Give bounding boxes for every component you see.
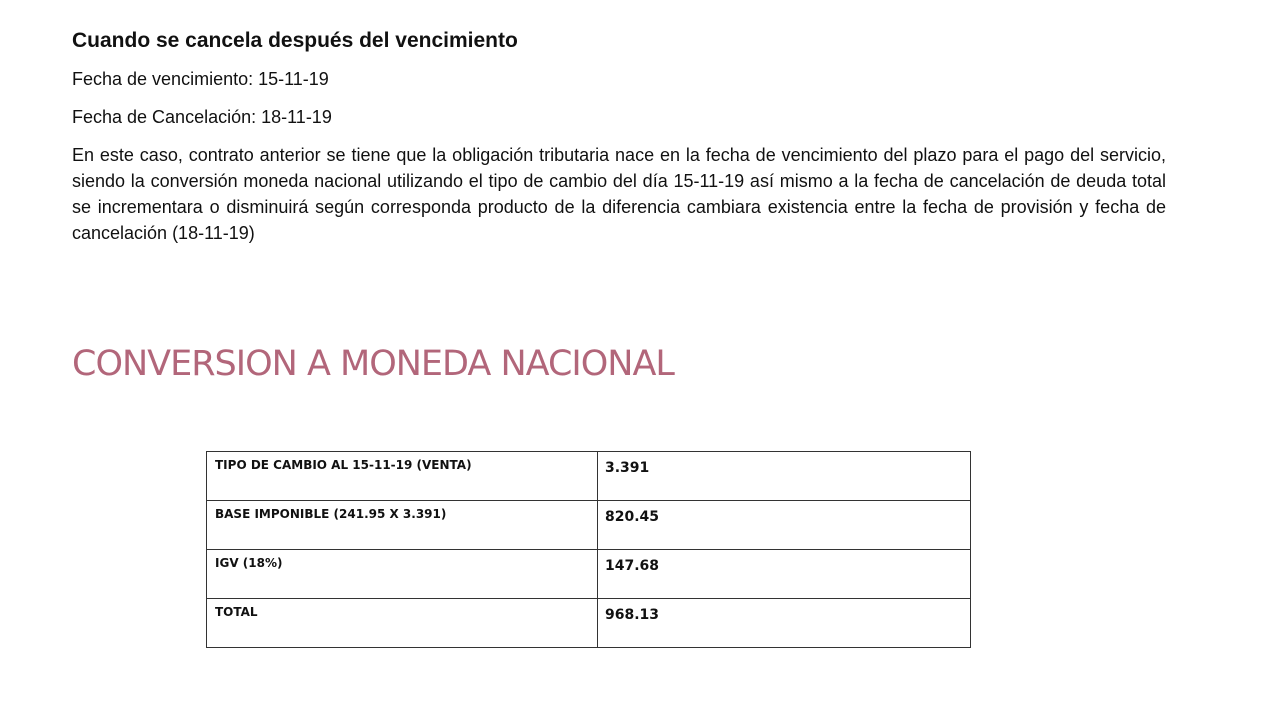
row-label: TIPO DE CAMBIO AL 15-11-19 (VENTA) xyxy=(207,452,598,501)
table-row xyxy=(207,501,971,550)
due-date-line: Fecha de vencimiento: 15-11-19 xyxy=(72,69,329,89)
explanation-paragraph: En este caso, contrato anterior se tiene que la obligación tributaria nace en la fecha de vencimiento del plazo para el pago del servicio, siendo la conversión moneda nacional utilizando el tipo de cambio del día 15-11-19 así mismo a la fecha de cancelación de deuda total se incrementara o disminuirá según corresponda producto de la diferencia cambiara existencia entre la fecha de provisión y fecha de cancelación (18-11-19) xyxy=(72,145,1166,243)
row-label: TOTAL xyxy=(207,599,598,648)
row-value: 147.68 xyxy=(598,550,971,599)
section-title: CONVERSION A MONEDA NACIONAL xyxy=(72,344,674,384)
cancel-date-line: Fecha de Cancelación: 18-11-19 xyxy=(72,107,332,127)
table-row xyxy=(207,550,971,599)
row-value: 820.45 xyxy=(598,501,971,550)
table-row xyxy=(207,452,971,501)
row-label: BASE IMPONIBLE (241.95 X 3.391) xyxy=(207,501,598,550)
text-block xyxy=(72,26,1166,246)
row-label: IGV (18%) xyxy=(207,550,598,599)
row-value: 3.391 xyxy=(598,452,971,501)
conversion-table xyxy=(206,451,971,648)
heading: Cuando se cancela después del vencimiento xyxy=(72,29,518,52)
table-row xyxy=(207,599,971,648)
row-value: 968.13 xyxy=(598,599,971,648)
